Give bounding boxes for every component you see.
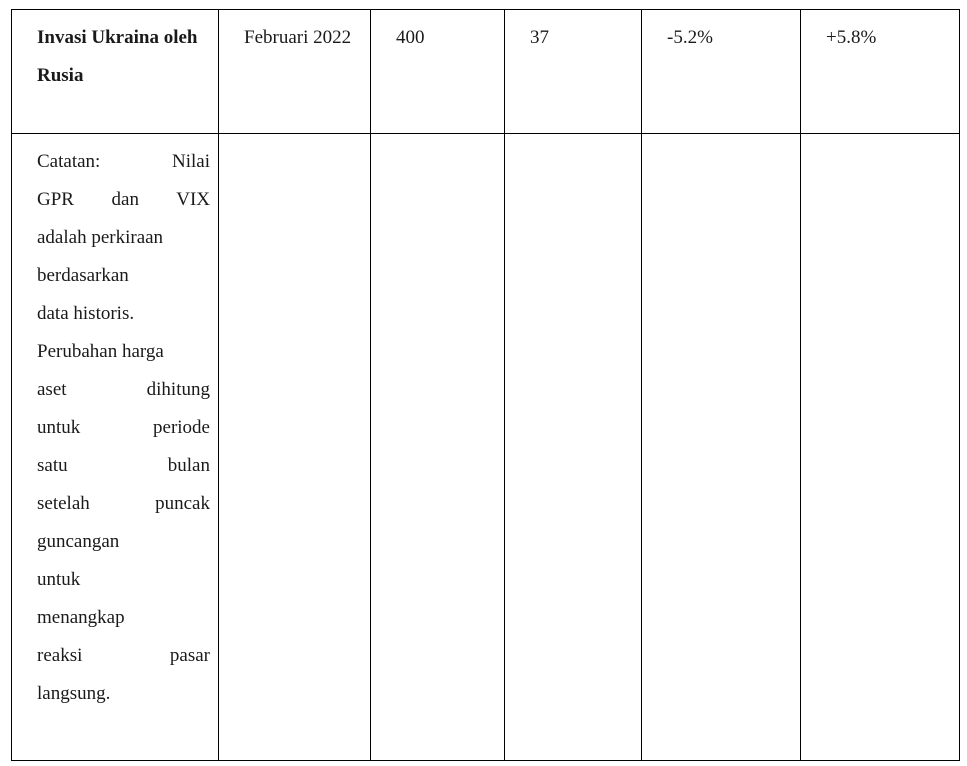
note-line: berdasarkan (37, 265, 129, 286)
note-line: adalah perkiraan (37, 227, 164, 248)
event-date-cell: Februari 2022 (219, 10, 371, 134)
note-cell (12, 134, 219, 761)
vix-value-cell: 37 (505, 10, 642, 134)
empty-cell (219, 134, 371, 761)
table-row-note (12, 134, 960, 761)
note-line: guncangan (37, 531, 120, 552)
note-line: GPR dan VIX (37, 189, 210, 210)
data-table (11, 9, 960, 761)
price-change-1-cell: -5.2% (642, 10, 801, 134)
note-line: aset dihitung (37, 379, 210, 400)
empty-cell (801, 134, 960, 761)
note-line: setelah puncak (37, 493, 210, 514)
note-line: untuk (37, 569, 81, 590)
note-line: Perubahan harga (37, 341, 164, 362)
note-line: reaksi pasar (37, 645, 210, 666)
event-name-cell: Invasi Ukraina oleh Rusia (12, 10, 219, 134)
note-line: untuk periode (37, 417, 210, 438)
table-row-event (12, 10, 960, 134)
note-line: satu bulan (37, 455, 210, 476)
note-line: langsung. (37, 683, 111, 704)
empty-cell (642, 134, 801, 761)
gpr-value-cell: 400 (371, 10, 505, 134)
empty-cell (505, 134, 642, 761)
empty-cell (371, 134, 505, 761)
note-line: data historis. (37, 303, 135, 324)
note-line: menangkap (37, 607, 125, 628)
note-line: Catatan: Nilai (37, 151, 210, 172)
price-change-2-cell: +5.8% (801, 10, 960, 134)
